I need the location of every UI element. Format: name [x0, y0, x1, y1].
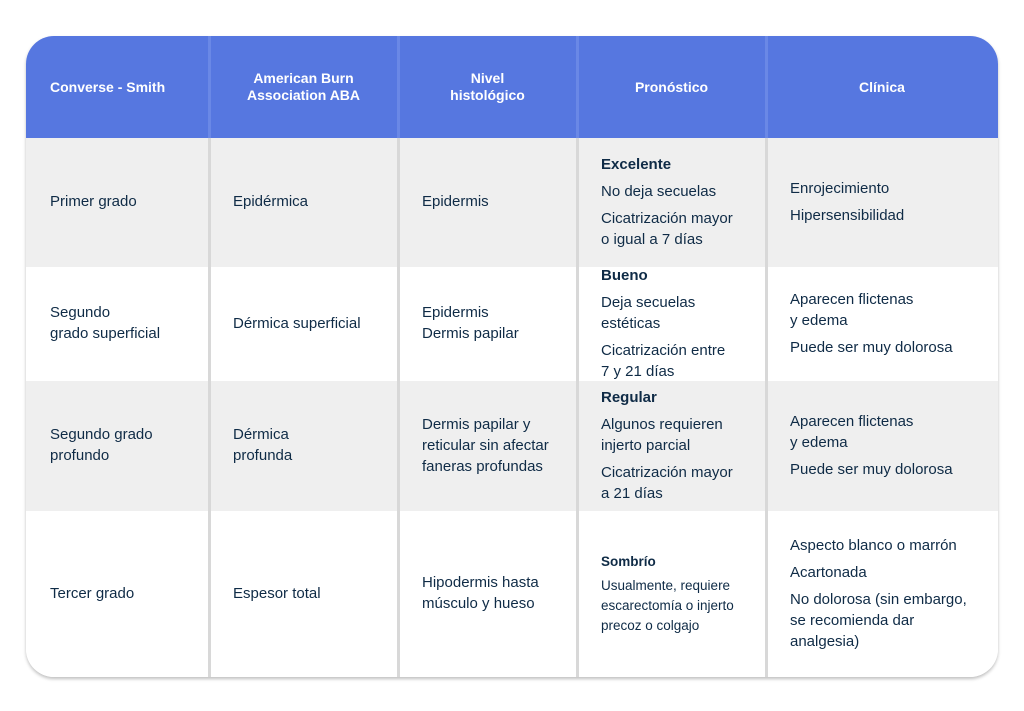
cell-clinica: [766, 511, 998, 677]
cell-text: Usualmente, requiere escarectomía o injerto precoz o colgajo: [601, 578, 734, 633]
cell-nivel-histologico: [398, 511, 577, 677]
table-row: [26, 381, 998, 511]
cell-text: Acartonada: [790, 563, 867, 581]
cell-pronostico: [577, 511, 766, 677]
table-row: [26, 138, 998, 267]
cell-aba: [209, 381, 398, 511]
column-header-clinica: Clínica: [766, 36, 998, 138]
column-header-pronostico: Pronóstico: [577, 36, 766, 138]
table-row: [26, 511, 998, 677]
cell-text: Puede ser muy dolorosa: [790, 460, 953, 478]
header-divider: [765, 36, 768, 138]
cell-converse-smith: [26, 511, 209, 677]
cell-text: Cicatrización entre 7 y 21 días: [601, 341, 726, 380]
cell-nivel-histologico: [398, 381, 577, 511]
cell-text: Primer grado: [50, 193, 137, 210]
prognosis-title: Excelente: [601, 155, 672, 173]
prognosis-title: Bueno: [601, 266, 648, 284]
cell-converse-smith: [26, 138, 209, 267]
cell-text: Hipersensibilidad: [790, 206, 905, 224]
cell-text: Epidermis: [422, 193, 489, 210]
cell-text: Tercer grado: [50, 584, 135, 602]
cell-text: Deja secuelas estéticas: [601, 293, 696, 332]
cell-clinica: [766, 138, 998, 267]
cell-text: Segundo grado profundo: [50, 426, 153, 464]
cell-text: Cicatrización mayor o igual a 7 días: [601, 209, 733, 248]
cell-text: Aparecen flictenas y edema: [790, 290, 914, 329]
cell-converse-smith: [26, 381, 209, 511]
cell-text: Segundo grado superficial: [50, 304, 161, 342]
cell-aba: [209, 267, 398, 381]
cell-text: Cicatrización mayor a 21 días: [601, 463, 733, 502]
cell-text: Algunos requieren injerto parcial: [601, 415, 723, 454]
cell-converse-smith: [26, 267, 209, 381]
header-divider: [576, 36, 579, 138]
header-divider: [208, 36, 211, 138]
cell-text: Aspecto blanco o marrón: [790, 536, 957, 554]
cell-pronostico: [577, 381, 766, 511]
cell-text: Dérmica superficial: [233, 314, 361, 332]
cell-aba: [209, 138, 398, 267]
cell-pronostico: [577, 138, 766, 267]
cell-nivel-histologico: [398, 267, 577, 381]
cell-aba: [209, 511, 398, 677]
column-header-converse-smith: Converse - Smith: [26, 36, 209, 138]
column-header-nivel-histologico: Nivel histológico: [398, 36, 577, 138]
header-divider: [397, 36, 400, 138]
cell-nivel-histologico: [398, 138, 577, 267]
cell-text: Hipodermis hasta músculo y hueso: [422, 574, 539, 612]
prognosis-title: Sombrío: [601, 554, 656, 569]
column-header-aba: American Burn Association ABA: [209, 36, 398, 138]
cell-text: Enrojecimiento: [790, 179, 890, 197]
burn-classification-table: [26, 36, 998, 677]
cell-text: Epidérmica: [233, 193, 309, 210]
cell-clinica: [766, 381, 998, 511]
cell-text: Aparecen flictenas y edema: [790, 412, 914, 451]
cell-clinica: [766, 267, 998, 381]
cell-pronostico: [577, 267, 766, 381]
cell-text: No dolorosa (sin embargo, se recomienda dar analgesia): [790, 590, 967, 650]
cell-text: Dermis papilar y reticular sin afectar faneras profundas: [422, 415, 549, 475]
cell-text: Puede ser muy dolorosa: [790, 338, 953, 356]
table-row: [26, 267, 998, 381]
cell-text: Dérmica profunda: [233, 426, 293, 464]
cell-text: Epidermis Dermis papilar: [422, 304, 519, 342]
cell-text: Espesor total: [233, 584, 321, 602]
prognosis-title: Regular: [601, 388, 657, 406]
cell-text: No deja secuelas: [601, 182, 717, 200]
